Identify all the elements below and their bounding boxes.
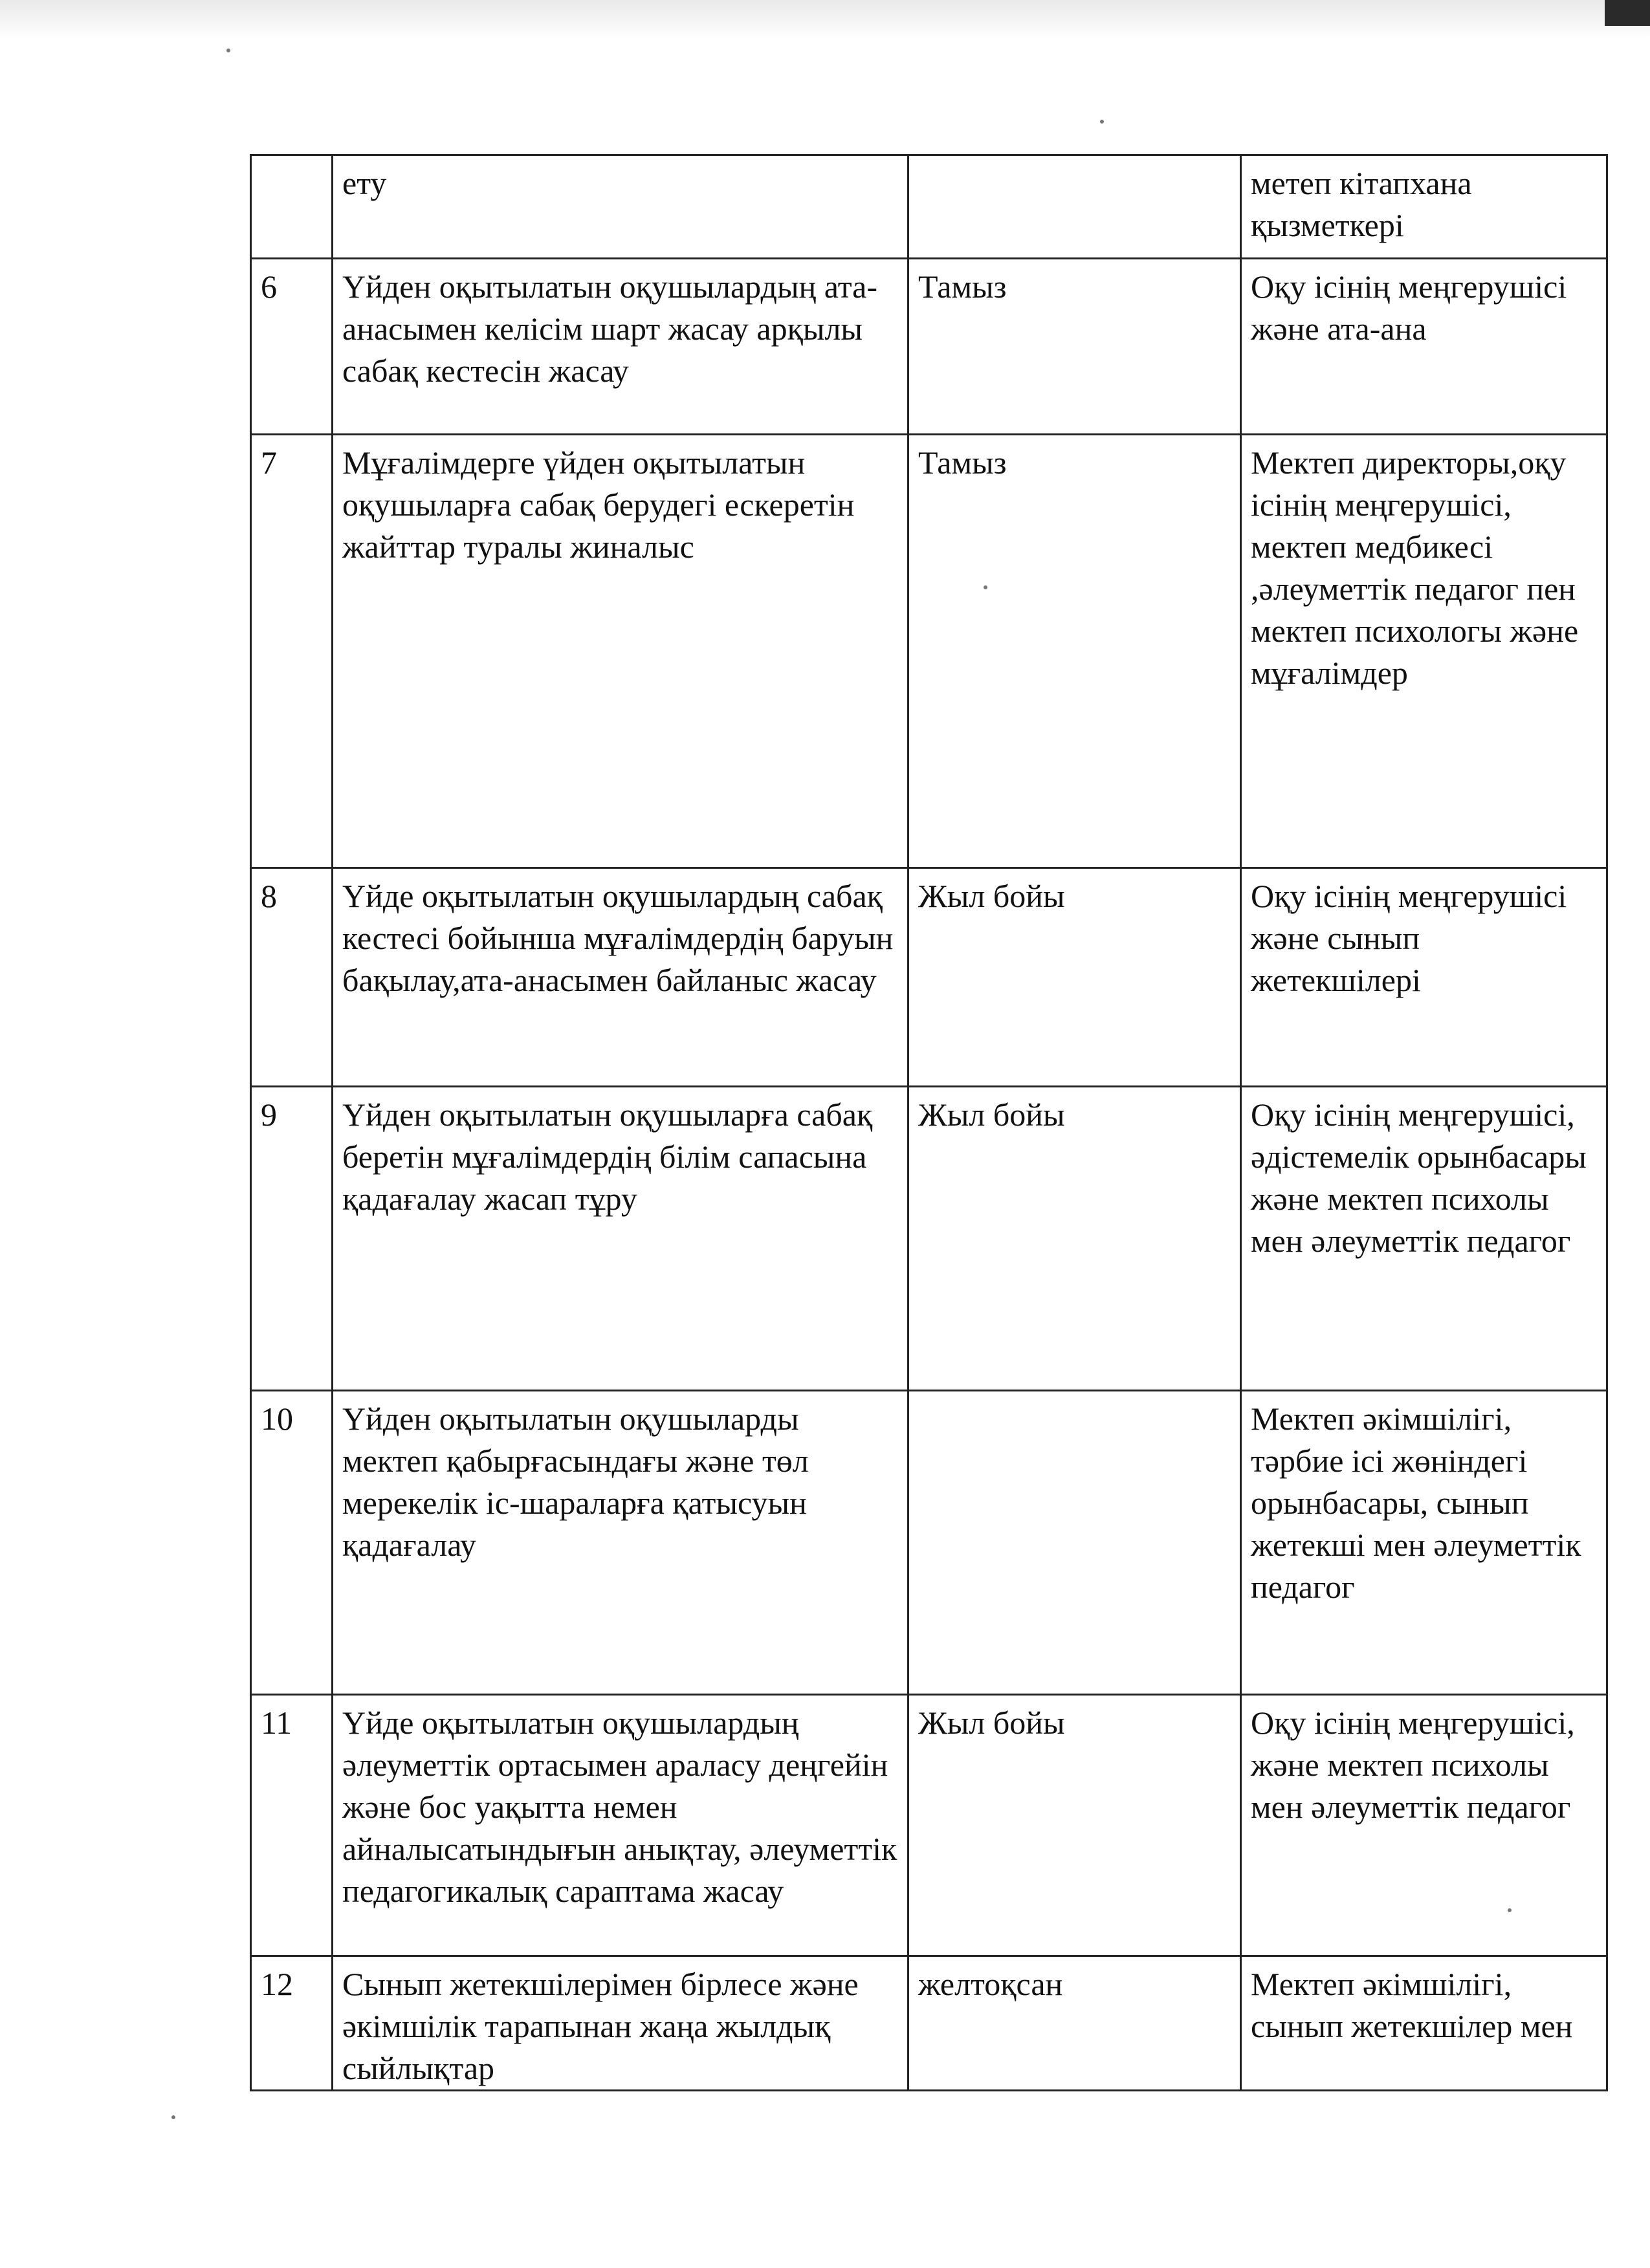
task-text: ету <box>342 165 387 201</box>
table-row <box>251 1087 1607 1391</box>
date-text: Тамыз <box>918 268 1007 305</box>
responsible-text: Оқу ісінің меңгерушісі және сынып жетекшілері <box>1251 878 1567 998</box>
task-text: Үйден оқытылатын оқушыларды мектеп қабырғасындағы және төл мерекелік іс-шараларға қатысуын қадағалау <box>342 1401 809 1563</box>
row-number <box>251 155 333 259</box>
responsible-text: Мектеп әкімшілігі, тәрбие ісі жөніндегі орынбасары, сынып жетекші мен әлеуметтік педагог <box>1251 1401 1581 1605</box>
row-number-text: 11 <box>261 1705 292 1741</box>
task-text: Үйден оқытылатын оқушыларға сабақ беретін мұғалімдердің білім сапасына қадағалау жасап тұру <box>342 1096 873 1217</box>
responsible-cell <box>1241 155 1607 259</box>
task-cell <box>333 1391 908 1695</box>
date-cell <box>908 155 1241 259</box>
responsible-cell <box>1241 259 1607 435</box>
date-text: Жыл бойы <box>918 878 1065 914</box>
table-row <box>251 1391 1607 1695</box>
row-number <box>251 259 333 435</box>
task-cell <box>333 155 908 259</box>
row-number <box>251 1956 333 2091</box>
responsible-text: Оқу ісінің меңгерушісі және ата-ана <box>1251 268 1567 347</box>
task-text: Сынып жетекшілерімен бірлесе және әкімшілік тарапынан жаңа жылдық сыйлықтар <box>342 1966 859 2086</box>
scan-speck <box>1508 1908 1512 1912</box>
date-cell <box>908 1695 1241 1956</box>
date-text: Жыл бойы <box>918 1096 1065 1133</box>
row-number <box>251 1391 333 1695</box>
scan-speck <box>226 49 230 52</box>
date-cell <box>908 1956 1241 2091</box>
task-text: Үйден оқытылатын оқушылардың ата-анасымен келісім шарт жасау арқылы сабақ кестесін жасау <box>342 268 878 389</box>
date-cell <box>908 1087 1241 1391</box>
date-cell <box>908 259 1241 435</box>
responsible-text: Мектеп әкімшілігі, сынып жетекшілер мен <box>1251 1966 1573 2044</box>
table-row <box>251 868 1607 1087</box>
responsible-text: Оқу ісінің меңгерушісі, әдістемелік орынбасары және мектеп психолы мен әлеуметтік педагог <box>1251 1096 1587 1259</box>
date-text: Жыл бойы <box>918 1705 1065 1741</box>
row-number <box>251 1087 333 1391</box>
row-number <box>251 1695 333 1956</box>
row-number-text: 10 <box>261 1401 293 1437</box>
plan-table <box>250 154 1608 2091</box>
task-cell <box>333 435 908 868</box>
responsible-cell <box>1241 1956 1607 2091</box>
responsible-text: Мектеп директоры,оқу ісінің меңгерушісі, мектеп медбикесі ,әлеуметтік педагог пен мектеп психологы және мұғалімдер <box>1251 444 1579 691</box>
row-number-text: 12 <box>261 1966 293 2002</box>
task-cell <box>333 1087 908 1391</box>
date-cell <box>908 1391 1241 1695</box>
responsible-text: Оқу ісінің меңгерушісі, және мектеп психолы мен әлеуметтік педагог <box>1251 1705 1575 1825</box>
scan-speck <box>1100 120 1104 124</box>
responsible-cell <box>1241 1695 1607 1956</box>
responsible-cell <box>1241 435 1607 868</box>
date-cell <box>908 868 1241 1087</box>
table-row <box>251 435 1607 868</box>
scan-speck <box>171 2115 175 2119</box>
scan-corner-shadow <box>1605 0 1650 26</box>
date-text: желтоқсан <box>918 1966 1063 2002</box>
task-cell <box>333 259 908 435</box>
date-cell <box>908 435 1241 868</box>
responsible-cell <box>1241 1391 1607 1695</box>
scan-edge <box>0 0 1650 39</box>
table-row <box>251 1695 1607 1956</box>
task-cell <box>333 868 908 1087</box>
row-number-text: 8 <box>261 878 277 914</box>
row-number-text: 6 <box>261 268 277 305</box>
row-number-text: 9 <box>261 1096 277 1133</box>
row-number-text: 7 <box>261 444 277 481</box>
task-text: Үйде оқытылатын оқушылардың сабақ кестесі бойынша мұғалімдердің баруын бақылау,ата-анасымен байланыс жасау <box>342 878 894 998</box>
scan-speck <box>984 585 987 589</box>
row-number <box>251 868 333 1087</box>
responsible-cell <box>1241 868 1607 1087</box>
table-row <box>251 1956 1607 2091</box>
table-row <box>251 259 1607 435</box>
task-text: Мұғалімдерге үйден оқытылатын оқушыларға сабақ берудегі ескеретін жайттар туралы жиналыс <box>342 444 855 565</box>
table-row <box>251 155 1607 259</box>
responsible-cell <box>1241 1087 1607 1391</box>
task-cell <box>333 1956 908 2091</box>
responsible-text: метеп кітапхана қызметкері <box>1251 165 1472 243</box>
task-cell <box>333 1695 908 1956</box>
task-text: Үйде оқытылатын оқушылардың әлеуметтік ортасымен араласу деңгейін және бос уақытта немен айналысатындығын анықтау, әлеуметтік педагогикалық сараптама жасау <box>342 1705 897 1909</box>
date-text: Тамыз <box>918 444 1007 481</box>
row-number <box>251 435 333 868</box>
